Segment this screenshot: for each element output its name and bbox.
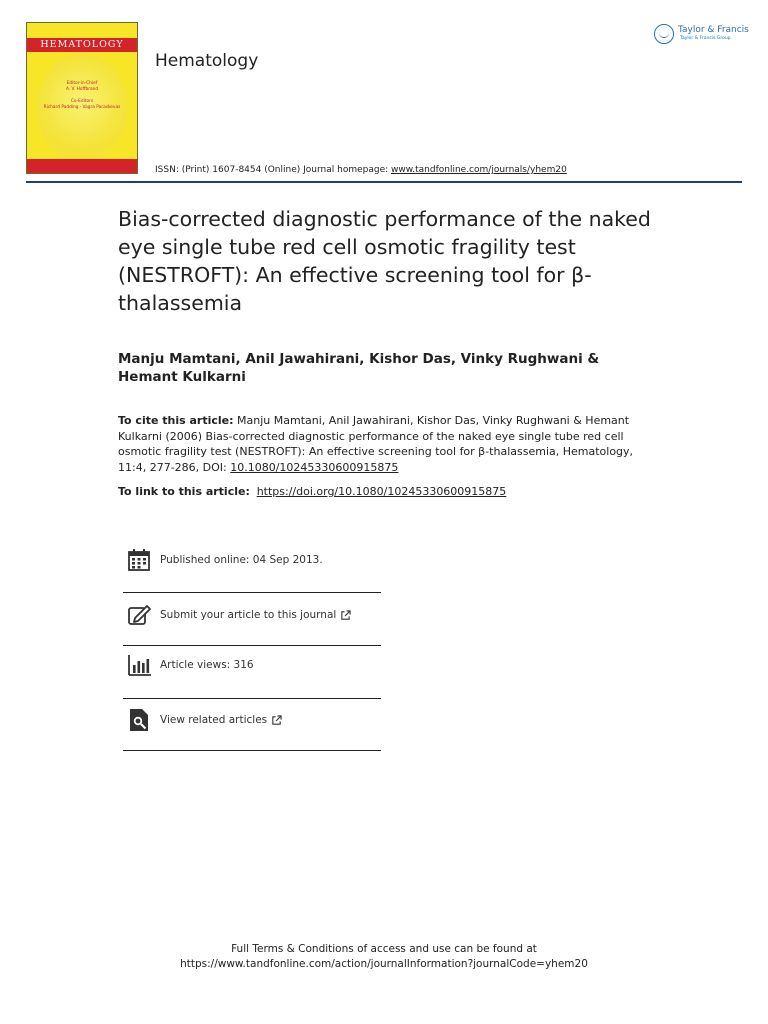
journal-cover-image bbox=[26, 22, 138, 174]
taylor-francis-icon bbox=[654, 24, 674, 44]
calendar-icon bbox=[127, 548, 151, 572]
bar-chart-icon bbox=[127, 653, 151, 677]
search-document-icon bbox=[127, 708, 151, 732]
article-authors: Manju Mamtani, Anil Jawahirani, Kishor Das, Vinky Rughwani & Hemant Kulkarni bbox=[118, 351, 600, 385]
info-divider bbox=[123, 750, 381, 751]
submit-article-row[interactable] bbox=[123, 589, 381, 641]
cover-bottom-band bbox=[27, 159, 137, 173]
published-row bbox=[123, 534, 381, 586]
publisher-logo[interactable] bbox=[654, 22, 749, 48]
related-articles-link[interactable] bbox=[160, 714, 282, 726]
external-link-icon bbox=[271, 715, 282, 726]
issn-text: ISSN: (Print) 1607-8454 (Online) Journal homepage: bbox=[155, 165, 391, 175]
edit-icon bbox=[127, 603, 151, 627]
article-views-row bbox=[123, 639, 381, 691]
issn-line bbox=[155, 165, 567, 175]
cite-text: Manju Mamtani, Anil Jawahirani, Kishor Das, Vinky Rughwani & Hemant Kulkarni (2006) Bias-corrected diagnostic performance of the naked eye single tube red cell osmotic fragility test (NESTROFT): An effective screening tool for β-thalassemia, Hematology, 11:4, 277-286, DOI: bbox=[118, 414, 634, 474]
header-divider bbox=[26, 181, 742, 183]
article-views: Article views: 316 bbox=[160, 659, 254, 671]
terms-url[interactable]: https://www.tandfonline.com/action/journalInformation?journalCode=yhem20 bbox=[180, 958, 588, 970]
cite-label: To cite this article: bbox=[118, 414, 234, 427]
link-label: To link to this article: bbox=[118, 485, 254, 498]
citation-block bbox=[118, 413, 638, 475]
cover-editor-line: Editor-in-Chief bbox=[66, 81, 98, 86]
article-doi-link[interactable]: https://doi.org/10.1080/10245330600915875 bbox=[256, 485, 507, 498]
submit-article-link[interactable] bbox=[160, 609, 351, 621]
external-link-icon bbox=[340, 610, 351, 621]
article-title: Bias-corrected diagnostic performance of the naked eye single tube red cell osmotic fragility test (NESTROFT): An effective screening tool for β-thalassemia bbox=[118, 207, 651, 315]
journal-homepage-link[interactable]: www.tandfonline.com/journals/yhem20 bbox=[391, 165, 567, 175]
related-articles-row[interactable] bbox=[123, 694, 381, 746]
publisher-name: Taylor & Francis bbox=[678, 25, 749, 35]
cover-top-strip bbox=[27, 23, 137, 37]
related-articles-label: View related articles bbox=[160, 714, 268, 726]
submit-article-label: Submit your article to this journal bbox=[160, 609, 337, 621]
article-link-block bbox=[118, 485, 638, 498]
journal-name: Hematology bbox=[155, 51, 259, 71]
publisher-group: Taylor & Francis Group bbox=[680, 36, 731, 41]
cover-editor-line: A. V. Hoffbrand bbox=[65, 87, 99, 92]
cite-doi-link[interactable]: 10.1080/10245330600915875 bbox=[230, 460, 399, 474]
cover-editor-line: Co-Editors bbox=[70, 99, 94, 104]
cover-editor-line: Richard Padding · Vagra Paraskevas bbox=[43, 105, 121, 110]
terms-line: Full Terms & Conditions of access and use can be found at bbox=[231, 943, 537, 955]
published-date: Published online: 04 Sep 2013. bbox=[160, 554, 323, 566]
cover-band-title: HEMATOLOGY bbox=[27, 38, 137, 52]
terms-footer bbox=[0, 942, 768, 972]
